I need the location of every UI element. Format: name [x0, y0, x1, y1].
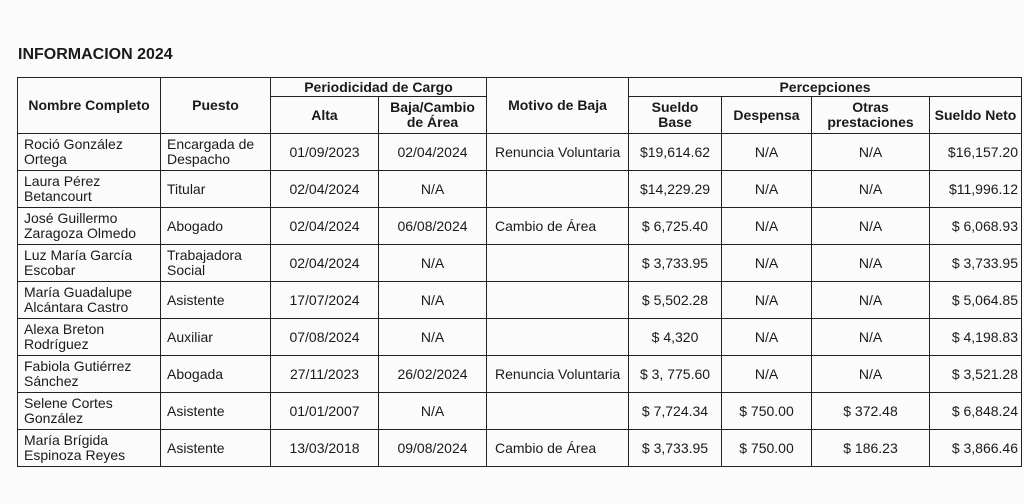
cell-alta: 02/04/2024: [271, 245, 379, 282]
cell-alta: 01/01/2007: [271, 393, 379, 430]
cell-baja: N/A: [379, 319, 487, 356]
cell-baja: N/A: [379, 245, 487, 282]
cell-motivo: [487, 282, 629, 319]
cell-alta: 02/04/2024: [271, 208, 379, 245]
header-puesto: Puesto: [161, 78, 271, 134]
cell-sueldo-base: $ 7,724.34: [629, 393, 722, 430]
cell-baja: 09/08/2024: [379, 430, 487, 467]
header-motivo: Motivo de Baja: [487, 78, 629, 134]
cell-nombre: Laura Pérez Betancourt: [18, 171, 161, 208]
cell-nombre: María Brígida Espinoza Reyes: [18, 430, 161, 467]
document-title: INFORMACION 2024: [18, 46, 173, 63]
cell-baja: N/A: [379, 393, 487, 430]
cell-puesto: Auxiliar: [161, 319, 271, 356]
cell-despensa: N/A: [722, 171, 812, 208]
cell-sueldo-neto: $ 5,064.85: [930, 282, 1022, 319]
cell-motivo: [487, 171, 629, 208]
cell-nombre: Luz María García Escobar: [18, 245, 161, 282]
cell-sueldo-base: $19,614.62: [629, 134, 722, 171]
cell-baja: N/A: [379, 282, 487, 319]
cell-sueldo-neto: $11,996.12: [930, 171, 1022, 208]
cell-sueldo-base: $ 4,320: [629, 319, 722, 356]
table-row: [18, 245, 1022, 282]
table-row: [18, 134, 1022, 171]
cell-motivo: [487, 245, 629, 282]
cell-otras-prestaciones: N/A: [812, 134, 930, 171]
table-row: [18, 208, 1022, 245]
table-row: [18, 171, 1022, 208]
header-sueldo-neto: Sueldo Neto: [930, 97, 1022, 134]
header-periodicidad: Periodicidad de Cargo: [271, 78, 487, 97]
cell-alta: 27/11/2023: [271, 356, 379, 393]
cell-otras-prestaciones: N/A: [812, 282, 930, 319]
cell-sueldo-neto: $ 3,866.46: [930, 430, 1022, 467]
cell-otras-prestaciones: N/A: [812, 171, 930, 208]
cell-puesto: Titular: [161, 171, 271, 208]
cell-alta: 07/08/2024: [271, 319, 379, 356]
cell-sueldo-base: $ 6,725.40: [629, 208, 722, 245]
cell-nombre: Fabiola Gutiérrez Sánchez: [18, 356, 161, 393]
cell-despensa: N/A: [722, 282, 812, 319]
cell-motivo: Cambio de Área: [487, 208, 629, 245]
cell-despensa: N/A: [722, 245, 812, 282]
table-row: [18, 282, 1022, 319]
cell-despensa: N/A: [722, 208, 812, 245]
cell-baja: 02/04/2024: [379, 134, 487, 171]
table-row: [18, 356, 1022, 393]
cell-despensa: N/A: [722, 134, 812, 171]
cell-sueldo-base: $14,229.29: [629, 171, 722, 208]
header-otras-prestaciones: Otras prestaciones: [812, 97, 930, 134]
cell-otras-prestaciones: N/A: [812, 356, 930, 393]
cell-puesto: Encargada de Despacho: [161, 134, 271, 171]
header-sueldo-base: Sueldo Base: [629, 97, 722, 134]
cell-despensa: N/A: [722, 356, 812, 393]
cell-otras-prestaciones: N/A: [812, 208, 930, 245]
cell-sueldo-neto: $ 3,521.28: [930, 356, 1022, 393]
cell-otras-prestaciones: N/A: [812, 319, 930, 356]
header-percepciones: Percepciones: [629, 78, 1022, 97]
table-row: [18, 393, 1022, 430]
cell-motivo: [487, 319, 629, 356]
cell-motivo: Renuncia Voluntaria: [487, 134, 629, 171]
cell-sueldo-neto: $ 6,848.24: [930, 393, 1022, 430]
cell-puesto: Asistente: [161, 430, 271, 467]
cell-puesto: Asistente: [161, 282, 271, 319]
cell-despensa: $ 750.00: [722, 430, 812, 467]
cell-nombre: José Guillermo Zaragoza Olmedo: [18, 208, 161, 245]
cell-otras-prestaciones: $ 186.23: [812, 430, 930, 467]
cell-sueldo-neto: $ 6,068.93: [930, 208, 1022, 245]
cell-motivo: [487, 393, 629, 430]
cell-despensa: N/A: [722, 319, 812, 356]
cell-despensa: $ 750.00: [722, 393, 812, 430]
cell-nombre: Selene Cortes González: [18, 393, 161, 430]
cell-alta: 01/09/2023: [271, 134, 379, 171]
table-row: [18, 319, 1022, 356]
cell-otras-prestaciones: $ 372.48: [812, 393, 930, 430]
cell-motivo: Renuncia Voluntaria: [487, 356, 629, 393]
cell-puesto: Asistente: [161, 393, 271, 430]
cell-nombre: Alexa Breton Rodríguez: [18, 319, 161, 356]
cell-sueldo-neto: $ 3,733.95: [930, 245, 1022, 282]
cell-nombre: Roció González Ortega: [18, 134, 161, 171]
header-alta: Alta: [271, 97, 379, 134]
cell-sueldo-base: $ 3,733.95: [629, 430, 722, 467]
personnel-table: [17, 77, 1022, 467]
cell-puesto: Abogada: [161, 356, 271, 393]
cell-sueldo-neto: $ 4,198.83: [930, 319, 1022, 356]
cell-baja: 06/08/2024: [379, 208, 487, 245]
cell-otras-prestaciones: N/A: [812, 245, 930, 282]
cell-baja: N/A: [379, 171, 487, 208]
cell-alta: 02/04/2024: [271, 171, 379, 208]
header-baja: Baja/Cambio de Área: [379, 97, 487, 134]
cell-alta: 17/07/2024: [271, 282, 379, 319]
cell-sueldo-neto: $16,157.20: [930, 134, 1022, 171]
cell-sueldo-base: $ 5,502.28: [629, 282, 722, 319]
table-row: [18, 430, 1022, 467]
cell-sueldo-base: $ 3, 775.60: [629, 356, 722, 393]
cell-sueldo-base: $ 3,733.95: [629, 245, 722, 282]
header-despensa: Despensa: [722, 97, 812, 134]
cell-motivo: Cambio de Área: [487, 430, 629, 467]
cell-puesto: Abogado: [161, 208, 271, 245]
cell-puesto: Trabajadora Social: [161, 245, 271, 282]
cell-baja: 26/02/2024: [379, 356, 487, 393]
cell-nombre: María Guadalupe Alcántara Castro: [18, 282, 161, 319]
cell-alta: 13/03/2018: [271, 430, 379, 467]
header-nombre: Nombre Completo: [18, 78, 161, 134]
